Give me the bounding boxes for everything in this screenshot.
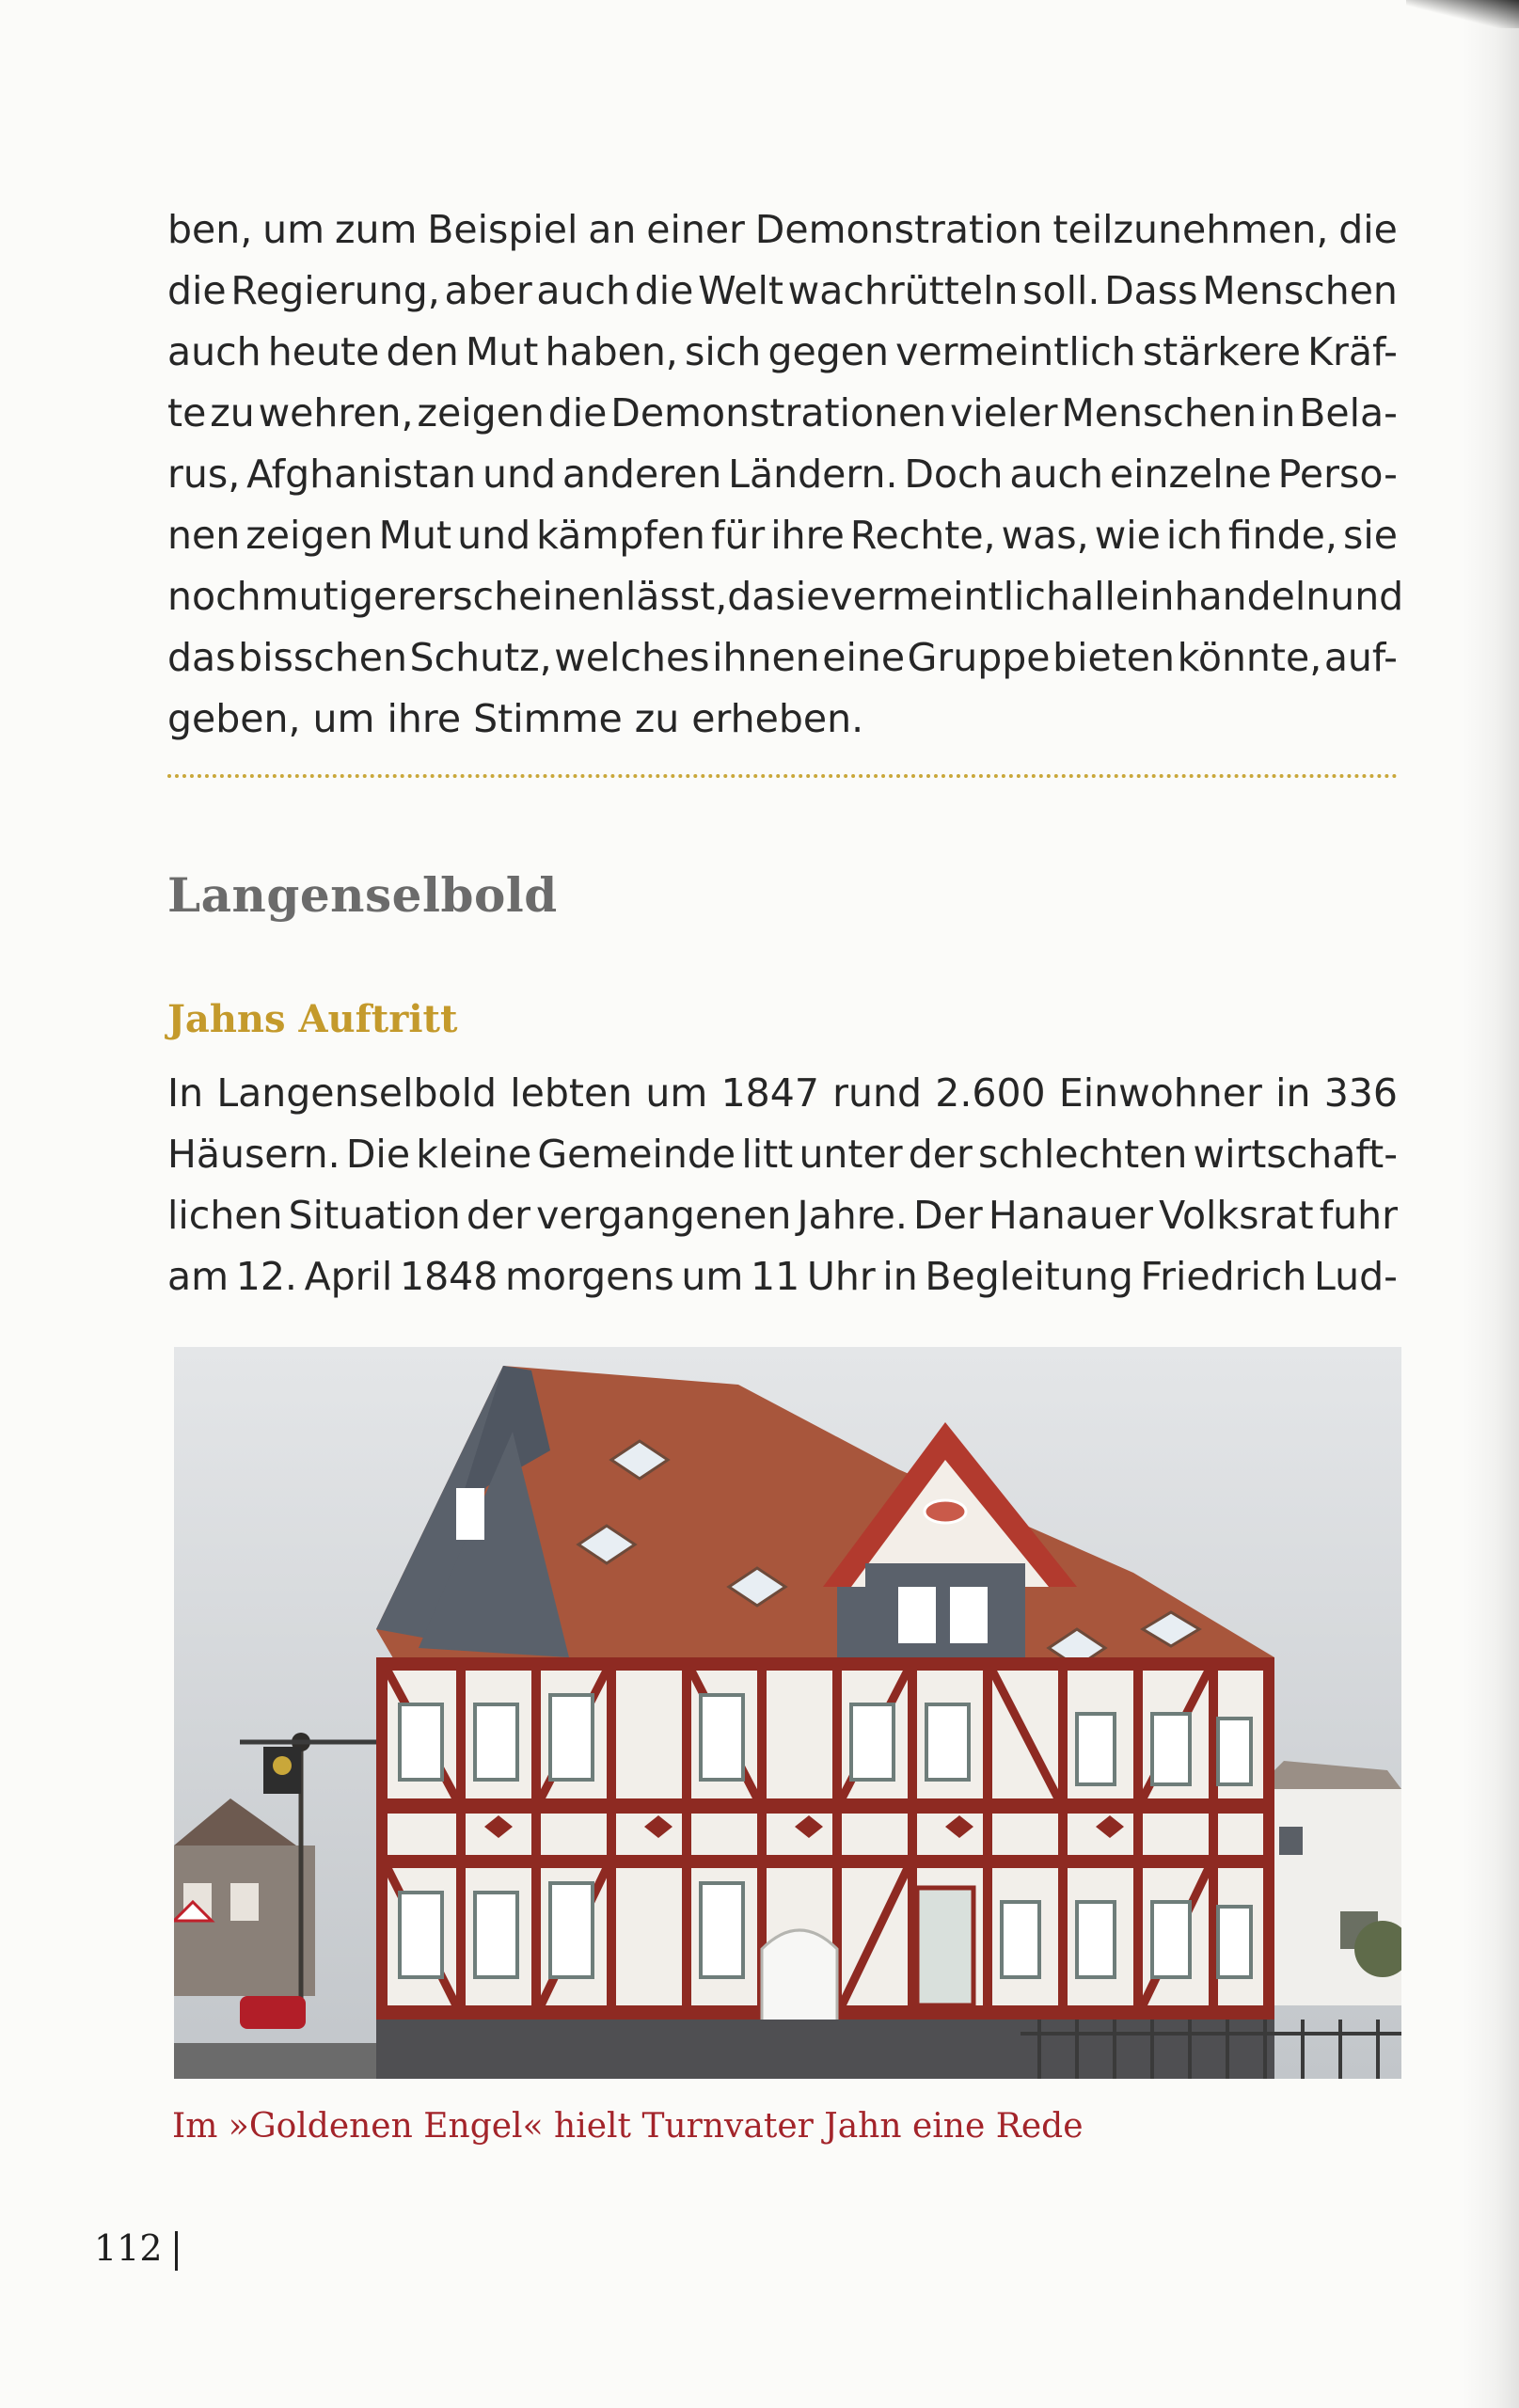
text-line: ben, um zum Beispiel an einer Demonstration teilzunehmen, die xyxy=(167,207,1398,252)
page-number: 112 xyxy=(94,2227,163,2269)
paragraph-langenselbold xyxy=(167,1063,1398,1307)
text-line: noch mutiger erscheinen lässt, da sie vermeintlich allein handeln und xyxy=(167,574,1404,619)
text-line: auch heute den Mut haben, sich gegen vermeintlich stärkere Kräf- xyxy=(167,329,1398,374)
text-line: rus, Afghanistan und anderen Ländern. Doch auch einzelne Perso- xyxy=(167,452,1398,497)
page-number-divider xyxy=(175,2231,178,2271)
subsection-title: Jahns Auftritt xyxy=(167,997,458,1041)
text-line: te zu wehren, zeigen die Demonstrationen vieler Menschen in Bela- xyxy=(167,390,1398,436)
base-wall xyxy=(376,2020,1274,2079)
background-right xyxy=(1256,1761,1401,2005)
photo-caption: Im »Goldenen Engel« hielt Turnvater Jahn eine Rede xyxy=(172,2107,1084,2146)
text-line: lichen Situation der vergangenen Jahre. Der Hanauer Volksrat fuhr xyxy=(167,1193,1398,1238)
house-illustration xyxy=(174,1347,1401,2079)
text-line: Häusern. Die kleine Gemeinde litt unter der schlechten wirtschaft- xyxy=(167,1132,1398,1177)
text-line: In Langenselbold lebten um 1847 rund 2.600 Einwohner in 336 xyxy=(167,1070,1398,1116)
text-line: nen zeigen Mut und kämpfen für ihre Rechte, was, wie ich finde, sie xyxy=(167,513,1398,558)
text-line: geben, um ihre Stimme zu erheben. xyxy=(167,696,864,741)
page-edge-shadow xyxy=(1463,0,1519,2408)
paragraph-continued xyxy=(167,199,1404,750)
facade xyxy=(376,1657,1274,2024)
street xyxy=(174,2043,376,2079)
corner-shadow xyxy=(1406,0,1519,28)
photo-half-timbered-house xyxy=(174,1347,1401,2079)
text-line: die Regierung, aber auch die Welt wachrütteln soll. Dass Menschen xyxy=(167,268,1398,313)
dotted-divider xyxy=(167,774,1398,778)
text-line: das bisschen Schutz, welches ihnen eine Gruppe bieten könnte, auf- xyxy=(167,635,1398,680)
text-line: am 12. April 1848 morgens um 11 Uhr in Begleitung Friedrich Lud- xyxy=(167,1254,1398,1299)
door xyxy=(917,1888,973,2005)
section-title: Langenselbold xyxy=(167,867,558,923)
